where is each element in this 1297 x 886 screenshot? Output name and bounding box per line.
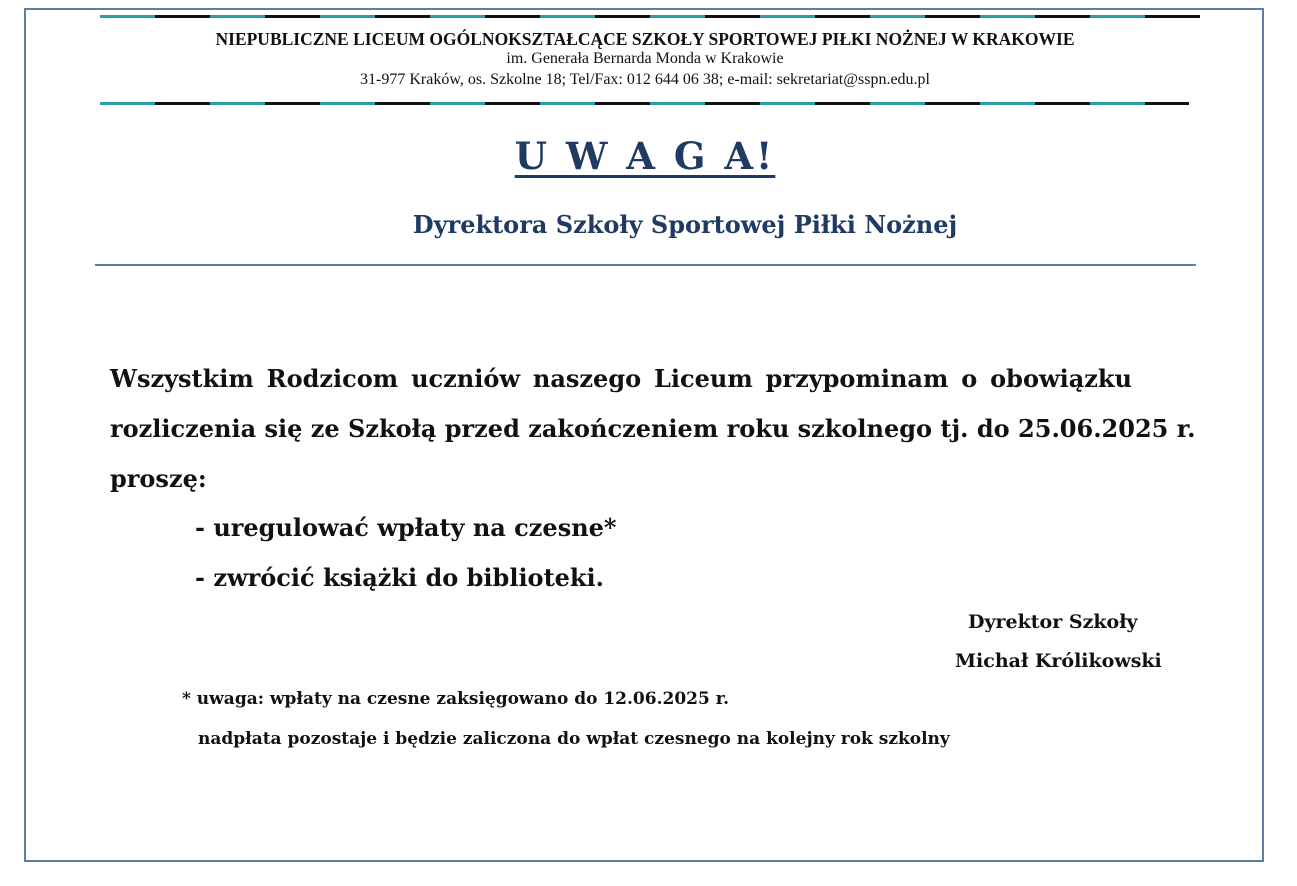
notice-title: U W A G A! xyxy=(514,134,776,178)
signature-name: Michał Królikowski xyxy=(955,650,1162,672)
notice-subtitle: Dyrektora Szkoły Sportowej Piłki Nożnej xyxy=(412,210,958,239)
footnote-line: nadpłata pozostaje i będzie zaliczona do wpłat czesnego na kolejny rok szkolny xyxy=(198,729,950,749)
school-contact: 31-977 Kraków, os. Szkolne 18; Tel/Fax: 012 644 06 38; e-mail: sekretariat@sspn.edu.pl xyxy=(360,71,930,88)
list-item: - zwrócić książki do biblioteki. xyxy=(195,563,605,592)
body-line: proszę: xyxy=(110,464,207,493)
list-item: - uregulować wpłaty na czesne* xyxy=(195,513,617,542)
school-patron: im. Generała Bernarda Monda w Krakowie xyxy=(506,50,784,67)
body-line: Wszystkim Rodzicom uczniów naszego Liceum przypominam o obowiązku xyxy=(110,364,1132,393)
school-name: NIEPUBLICZNE LICEUM OGÓLNOKSZTAŁCĄCE SZKOŁY SPORTOWEJ PIŁKI NOŻNEJ W KRAKOWIE xyxy=(215,29,1075,49)
signature-role: Dyrektor Szkoły xyxy=(968,611,1138,633)
header-top-dashed-rule xyxy=(100,15,1200,18)
footnote-line: * uwaga: wpłaty na czesne zaksięgowano do 12.06.2025 r. xyxy=(182,689,730,709)
title-divider xyxy=(95,264,1196,266)
header-bottom-dashed-rule xyxy=(100,102,1189,105)
body-line: rozliczenia się ze Szkołą przed zakończeniem roku szkolnego tj. do 25.06.2025 r. xyxy=(110,414,1196,443)
